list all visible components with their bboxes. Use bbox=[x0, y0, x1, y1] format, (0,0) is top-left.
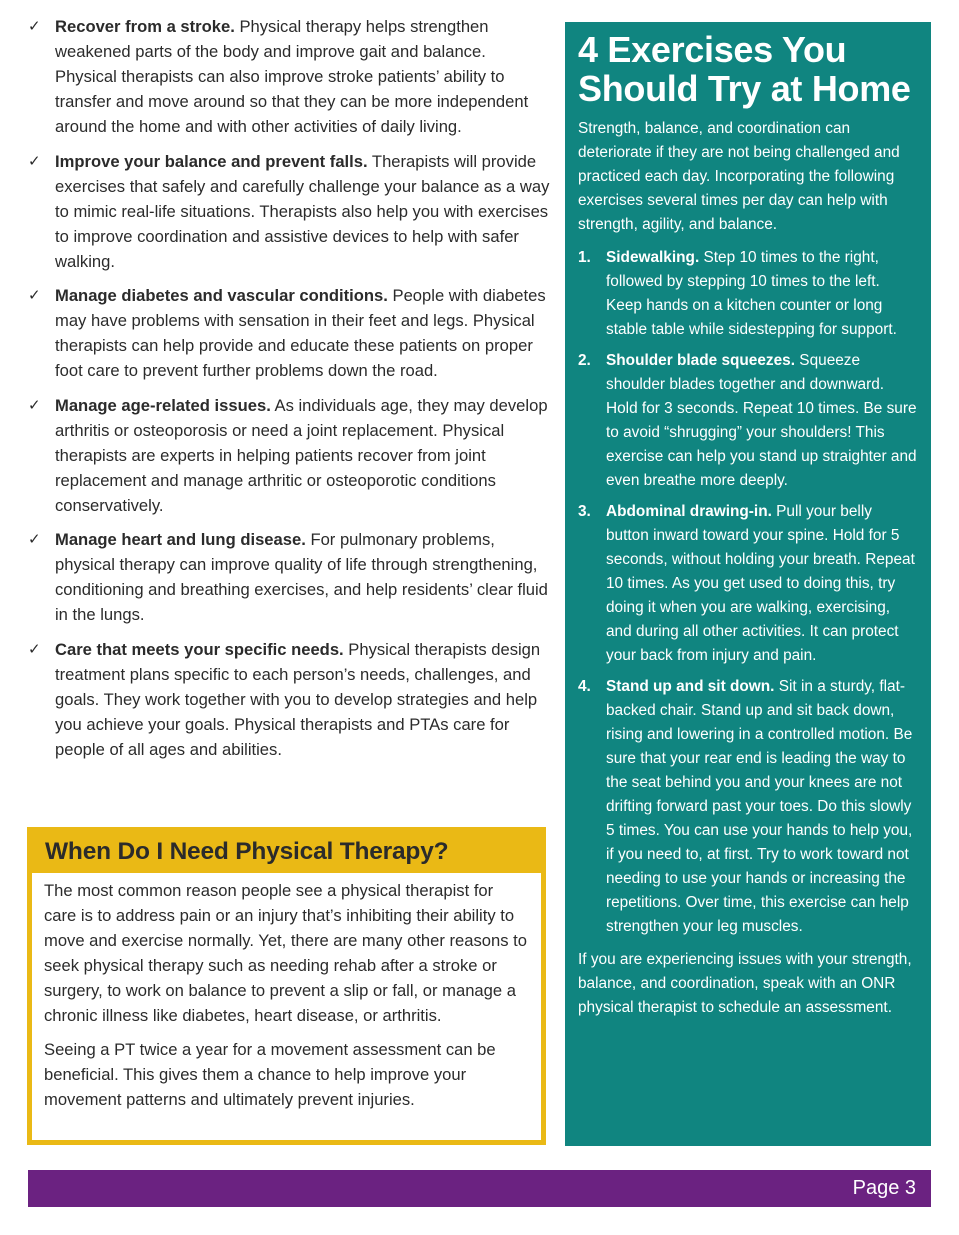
checkmark-icon: ✓ bbox=[28, 152, 41, 170]
exercise-number: 3. bbox=[578, 503, 591, 520]
exercise-title: Sidewalking. bbox=[606, 249, 700, 266]
benefit-item bbox=[28, 149, 550, 274]
exercise-number: 1. bbox=[578, 249, 591, 266]
benefit-title: Recover from a stroke. bbox=[55, 17, 235, 36]
exercise-item bbox=[578, 675, 919, 939]
when-box-paragraph: Seeing a PT twice a year for a movement assessment can be beneficial. This gives them a chance to help improve your movement patterns and ultimately prevent injuries. bbox=[44, 1040, 496, 1109]
exercises-intro: Strength, balance, and coordination can deteriorate if they are not being challenged and practiced each day. Incorporating the following exercises several times per day can help with strength, agility, and balance. bbox=[578, 120, 900, 233]
benefit-text: Physical therapy helps strengthen weakened parts of the body and improve gait and balance. Physical therapists can also improve stroke patients’ ability to transfer and move around so that they can be more independent around the home and with other activities of daily living. bbox=[55, 17, 529, 136]
exercise-number: 4. bbox=[578, 678, 591, 695]
checkmark-icon: ✓ bbox=[28, 396, 41, 414]
when-box-body bbox=[32, 873, 541, 1112]
exercise-title: Stand up and sit down. bbox=[606, 678, 775, 695]
exercise-item bbox=[578, 246, 919, 342]
exercise-text: Pull your belly button inward toward your spine. Hold for 5 seconds, without holding your breath. Repeat 10 times. As you get used to doing this, try doing it when you are walking, exercising, and during all other activities. It can protect your back from injury and pain. bbox=[606, 503, 915, 664]
benefit-text: Therapists will provide exercises that safely and carefully challenge your balance as a way to mimic real-life situations. Therapists also help you with exercises to improve coordination and assistive devices to help with safer walking. bbox=[55, 151, 550, 271]
exercise-text: Squeeze shoulder blades together and downward. Hold for 3 seconds. Repeat 10 times. Be sure to avoid “shrugging” your shoulders! This exercise can help you stand up straighter and even breathe more deeply. bbox=[606, 352, 917, 489]
exercises-title: 4 Exercises You Should Try at Home bbox=[578, 29, 911, 109]
exercise-title: Shoulder blade squeezes. bbox=[606, 352, 796, 369]
benefit-title: Manage diabetes and vascular conditions. bbox=[55, 286, 388, 305]
when-box-heading: When Do I Need Physical Therapy? bbox=[32, 832, 541, 873]
footer-bar bbox=[28, 1170, 931, 1207]
benefit-item bbox=[28, 393, 550, 518]
checkmark-icon: ✓ bbox=[28, 18, 41, 35]
when-physical-therapy-box bbox=[27, 827, 546, 1145]
benefit-text: Physical therapists design treatment plans specific to each person’s needs, challenges, and goals. They work together with you to develop strategies and help you achieve your goals. Physical therapists and PTAs care for people of all ages and abilities. bbox=[55, 639, 541, 759]
benefit-text: For pulmonary problems, physical therapy can improve quality of life through strengthening, conditioning and breathing exercises, and help residents’ clear fluid in the lungs. bbox=[55, 530, 548, 624]
exercise-number: 2. bbox=[578, 352, 591, 369]
benefit-item bbox=[28, 527, 550, 627]
benefit-title: Improve your balance and prevent falls. bbox=[55, 151, 368, 171]
benefit-item bbox=[28, 637, 550, 762]
exercises-list bbox=[578, 246, 919, 939]
exercise-text: Sit in a sturdy, flat-backed chair. Stand up and sit back down, rising and lowering in a controlled motion. Be sure that your rear end is leading the way to the seat behind you and your knees are not drifting forward past your toes. Do this slowly 5 times. You can use your hands to help you, if you need to, at first. Try to work toward not needing to use your hands or increasing the repetitions. Over time, this exercise can help strengthen your leg muscles. bbox=[606, 678, 913, 935]
exercise-item bbox=[578, 500, 919, 668]
benefit-title: Care that meets your specific needs. bbox=[55, 639, 344, 659]
benefit-text: As individuals age, they may develop arthritis or osteoporosis or need a joint replacement. Physical therapists are experts in helping patients recover from joint replacement and manage arthritic or osteoporotic conditions conservatively. bbox=[55, 395, 548, 515]
benefits-column bbox=[28, 14, 550, 771]
benefits-list bbox=[28, 14, 550, 762]
benefit-title: Manage heart and lung disease. bbox=[55, 530, 306, 549]
exercise-text: Step 10 times to the right, followed by stepping 10 times to the left. Keep hands on a kitchen counter or long stable table while sidestepping for support. bbox=[606, 249, 897, 338]
checkmark-icon: ✓ bbox=[28, 640, 41, 658]
exercise-title: Abdominal drawing-in. bbox=[606, 503, 772, 520]
checkmark-icon: ✓ bbox=[28, 531, 41, 548]
checkmark-icon: ✓ bbox=[28, 287, 41, 304]
benefit-item bbox=[28, 14, 550, 139]
page-number: Page 3 bbox=[852, 1177, 916, 1199]
exercise-item bbox=[578, 349, 919, 493]
benefit-title: Manage age-related issues. bbox=[55, 395, 271, 415]
exercises-box bbox=[565, 22, 931, 1146]
benefit-text: People with diabetes may have problems with sensation in their feet and legs. Physical therapists can help provide and educate these patients on proper foot care to prevent further problems down the road. bbox=[55, 286, 546, 380]
exercises-outro: If you are experiencing issues with your strength, balance, and coordination, speak with an ONR physical therapist to schedule an assessment. bbox=[578, 951, 912, 1016]
benefit-item bbox=[28, 283, 550, 383]
when-box-paragraph: The most common reason people see a physical therapist for care is to address pain or an injury that’s inhibiting their ability to move and exercise normally. Yet, there are many other reasons to seek physical therapy such as needing rehab after a stroke or surgery, to work on balance to prevent a slip or fall, or manage a chronic illness like diabetes, heart disease, or arthritis. bbox=[44, 881, 528, 1025]
